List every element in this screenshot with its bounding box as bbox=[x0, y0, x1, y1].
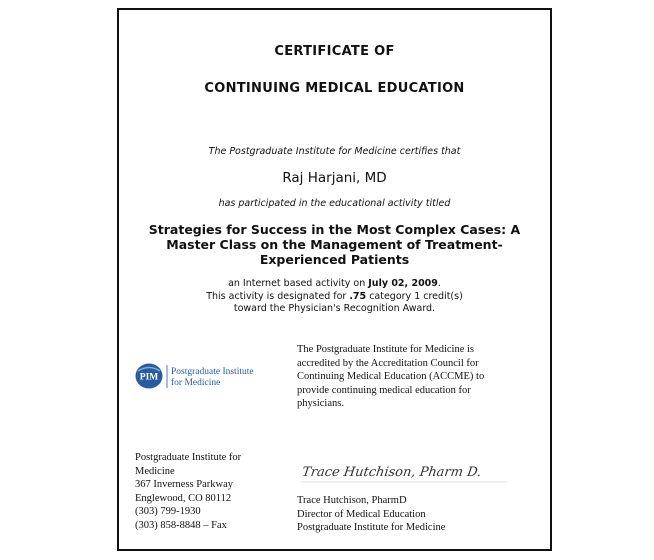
signer-organization: Postgraduate Institute for Medicine bbox=[297, 522, 446, 534]
participated-text: has participated in the educational activity titled bbox=[218, 198, 451, 209]
activity-title-line: Strategies for Success in the Most Complex Cases: A bbox=[148, 222, 521, 237]
accreditation-line: provide continuing medical education for bbox=[297, 384, 471, 396]
activity-award-line: toward the Physician's Recognition Award. bbox=[233, 303, 436, 314]
activity-credit-line bbox=[119, 291, 550, 304]
credit-suffix: category 1 credit(s) bbox=[366, 290, 463, 302]
activity-title-line: Master Class on the Management of Treatment- bbox=[166, 237, 503, 252]
institute-address bbox=[135, 451, 305, 533]
handwritten-signature bbox=[297, 452, 517, 488]
certificate-frame bbox=[117, 8, 552, 551]
activity-title-line: Experienced Patients bbox=[259, 252, 410, 267]
activity-date-suffix: . bbox=[437, 278, 441, 289]
certifies-text: The Postgraduate Institute for Medicine certifies that bbox=[208, 146, 461, 157]
signer-title: Director of Medical Education bbox=[297, 508, 426, 520]
signer-block bbox=[297, 494, 527, 535]
credit-amount: .75 bbox=[349, 290, 367, 302]
address-line: Postgraduate Institute for bbox=[135, 452, 242, 463]
accreditation-line: Continuing Medical Education (ACCME) to bbox=[297, 371, 485, 383]
address-line: Englewood, CO 80112 bbox=[135, 492, 232, 504]
fax-line: (303) 858-8848 – Fax bbox=[135, 519, 227, 531]
address-line: Medicine bbox=[135, 465, 175, 477]
activity-date-prefix: an Internet based activity on bbox=[228, 278, 369, 289]
accreditation-statement bbox=[297, 343, 527, 411]
address-line: 367 Inverness Parkway bbox=[135, 479, 233, 491]
certificate-heading-line2: CONTINUING MEDICAL EDUCATION bbox=[204, 81, 465, 96]
pim-logo-badge-text: PIM bbox=[139, 372, 159, 383]
credit-prefix: This activity is designated for bbox=[206, 290, 350, 302]
activity-date-line bbox=[119, 278, 550, 291]
accreditation-line: physicians. bbox=[297, 398, 344, 410]
accreditation-line: The Postgraduate Institute for Medicine is bbox=[297, 344, 474, 355]
signature-script: Trace Hutchison, Pharm D. bbox=[301, 465, 483, 480]
pim-logo-name-line2: for Medicine bbox=[171, 378, 221, 388]
signer-name: Trace Hutchison, PharmD bbox=[297, 495, 407, 506]
certificate-heading-line1: CERTIFICATE OF bbox=[274, 44, 395, 59]
activity-date: July 02, 2009 bbox=[368, 278, 438, 289]
pim-logo-name-line1: Postgraduate Institute bbox=[171, 367, 254, 377]
recipient-name: Raj Harjani, MD bbox=[282, 170, 387, 186]
activity-title bbox=[119, 222, 550, 267]
pim-logo bbox=[135, 361, 275, 391]
accreditation-line: accredited by the Accreditation Council for bbox=[297, 357, 479, 369]
phone-line: (303) 799-1930 bbox=[135, 506, 201, 518]
activity-details bbox=[119, 278, 550, 316]
